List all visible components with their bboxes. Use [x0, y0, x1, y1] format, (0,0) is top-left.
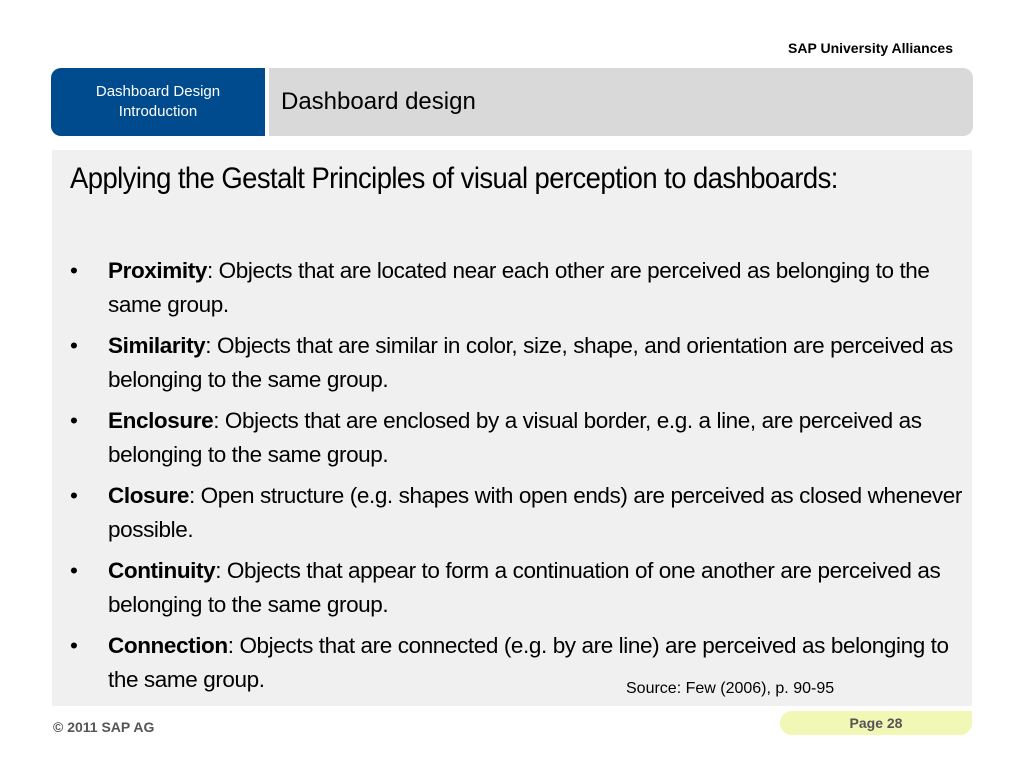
- list-item: [70, 554, 970, 622]
- bullet-term: Similarity: [108, 333, 206, 358]
- bullet-text: : Objects that are similar in color, size, shape, and orientation are perceived as belonging to the same group.: [108, 333, 953, 392]
- bullet-text: : Objects that are located near each other are perceived as belonging to the same group.: [108, 258, 930, 317]
- list-item: [70, 479, 970, 547]
- list-item: [70, 629, 970, 697]
- bullet-icon: •: [70, 333, 78, 358]
- bullet-icon: •: [70, 633, 78, 658]
- bullet-icon: •: [70, 558, 78, 583]
- brand-label: SAP University Alliances: [788, 40, 953, 56]
- source-citation: Source: Few (2006), p. 90-95: [626, 680, 835, 697]
- list-item: [70, 254, 970, 322]
- bullet-term: Proximity: [108, 258, 207, 283]
- list-item: [70, 404, 970, 472]
- section-label-line1: Dashboard Design: [95, 83, 221, 100]
- copyright-label: © 2011 SAP AG: [53, 719, 155, 735]
- bullet-text: : Objects that are enclosed by a visual border, e.g. a line, are perceived as belonging to the same group.: [108, 408, 922, 467]
- slide-header: [51, 68, 973, 136]
- bullet-list: [70, 254, 970, 704]
- bullet-text: : Objects that are connected (e.g. by are line) are perceived as belonging to the same group.: [108, 633, 949, 692]
- bullet-term: Closure: [108, 483, 189, 508]
- page-number: Page 28: [780, 711, 972, 735]
- list-item: [70, 329, 970, 397]
- bullet-icon: •: [70, 408, 78, 433]
- content-heading: Applying the Gestalt Principles of visual perception to dashboards:: [70, 162, 838, 195]
- bullet-icon: •: [70, 258, 78, 283]
- bullet-icon: •: [70, 483, 78, 508]
- slide-title: Dashboard design: [269, 68, 973, 136]
- bullet-text: : Objects that appear to form a continuation of one another are perceived as belonging to the same group.: [108, 558, 941, 617]
- section-label-line2: Introduction: [118, 103, 198, 120]
- bullet-term: Enclosure: [108, 408, 214, 433]
- bullet-term: Continuity: [108, 558, 216, 583]
- content-panel: [52, 150, 972, 706]
- bullet-term: Connection: [108, 633, 228, 658]
- section-label: [51, 68, 265, 136]
- bullet-text: : Open structure (e.g. shapes with open ends) are perceived as closed whenever possible.: [108, 483, 962, 542]
